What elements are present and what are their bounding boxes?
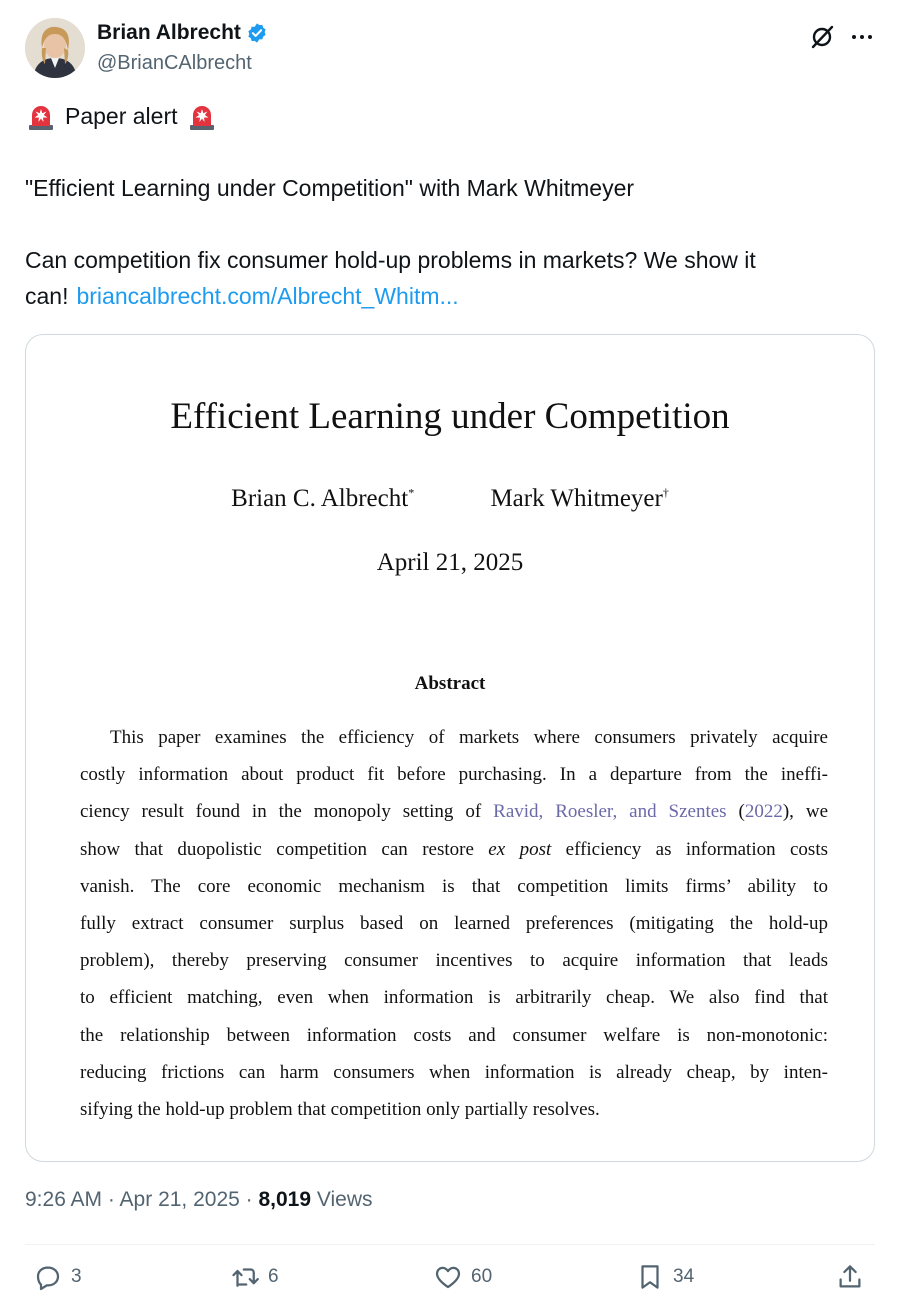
- abstract-line: to efficient matching, even when information is arbitrarily cheap. We also find that: [80, 987, 828, 1009]
- author-name[interactable]: Brian Albrecht: [97, 21, 241, 44]
- abstract-line: costly information about product fit before purchasing. In a departure from the ineffi-: [80, 764, 828, 786]
- bookmark-button[interactable]: [635, 1262, 694, 1292]
- abstract-line: show that duopolistic competition can restore ex post efficiency as information costs: [80, 838, 828, 860]
- views-count: 8,019: [258, 1188, 312, 1211]
- tweet-line-answer: can!: [25, 283, 69, 309]
- abstract-line: the relationship between information costs and consumer welfare is non-monotonic:: [80, 1024, 828, 1046]
- abstract-line: This paper examines the efficiency of markets where consumers privately acquire: [110, 727, 828, 748]
- abstract-heading: Abstract: [414, 673, 486, 694]
- abstract-line: sifying the hold-up problem that competition only partially resolves.: [80, 1099, 600, 1121]
- paper-authors: Brian C. Albrecht* Mark Whitmeyer†: [231, 485, 669, 512]
- share-icon: [835, 1262, 865, 1292]
- paper-author-2: Mark Whitmeyer: [490, 485, 663, 512]
- avatar[interactable]: [25, 18, 85, 78]
- paper-preview-card[interactable]: [25, 334, 875, 1162]
- tweet-text: [25, 98, 875, 314]
- repost-count: 6: [268, 1266, 279, 1287]
- abstract-line: vanish. The core economic mechanism is that competition limits firms’ ability to: [80, 875, 828, 897]
- repost-icon: [230, 1262, 260, 1292]
- citation-link: Ravid, Roesler, and Szentes: [493, 801, 727, 823]
- bookmark-count: 34: [673, 1266, 695, 1287]
- tweet-header: [25, 18, 875, 82]
- repost-button[interactable]: [230, 1262, 279, 1292]
- action-bar: [25, 1258, 875, 1302]
- views-label: Views: [311, 1188, 373, 1211]
- siren-emoji-icon: [25, 100, 57, 132]
- more-options-icon[interactable]: [849, 24, 875, 50]
- tweet-timestamp[interactable]: 9:26 AM · Apr 21, 2025 ·: [25, 1188, 259, 1211]
- reply-count: 3: [71, 1266, 82, 1287]
- tweet-line-question: Can competition fix consumer hold-up problems in markets? We show it: [25, 247, 756, 273]
- paper-link[interactable]: briancalbrecht.com/Albrecht_Whitm...: [76, 283, 459, 309]
- abstract-line: fully extract consumer surplus based on learned preferences (mitigating the hold-up: [80, 913, 828, 935]
- divider: [25, 1244, 875, 1245]
- reply-button[interactable]: [33, 1262, 82, 1292]
- tweet-line-alert: Paper alert: [65, 103, 178, 129]
- like-count: 60: [471, 1266, 493, 1287]
- abstract-line: problem), thereby preserving consumer incentives to acquire information that leads: [80, 950, 828, 972]
- heart-icon: [433, 1262, 463, 1292]
- paper-title: Efficient Learning under Competition: [170, 396, 730, 437]
- share-button[interactable]: [835, 1262, 873, 1292]
- verified-badge-icon: [246, 22, 268, 44]
- grok-icon[interactable]: [809, 24, 835, 50]
- reply-icon: [33, 1262, 63, 1292]
- paper-date: April 21, 2025: [376, 549, 524, 576]
- author-handle[interactable]: @BrianCAlbrecht: [97, 52, 252, 74]
- siren-emoji-icon: [186, 100, 218, 132]
- citation-year: 2022: [744, 801, 783, 823]
- abstract-line: reducing frictions can harm consumers when information is already cheap, by inten-: [80, 1061, 828, 1083]
- abstract-line: ciency result found in the monopoly setting of Ravid, Roesler, and Szentes (2022), we: [80, 801, 829, 823]
- like-button[interactable]: [433, 1262, 492, 1292]
- paper-author-1: Brian C. Albrecht: [231, 485, 409, 512]
- tweet-meta: [25, 1188, 373, 1212]
- abstract-text: [80, 719, 828, 1128]
- bookmark-icon: [635, 1262, 665, 1292]
- tweet-line-title: "Efficient Learning under Competition" with Mark Whitmeyer: [25, 175, 635, 201]
